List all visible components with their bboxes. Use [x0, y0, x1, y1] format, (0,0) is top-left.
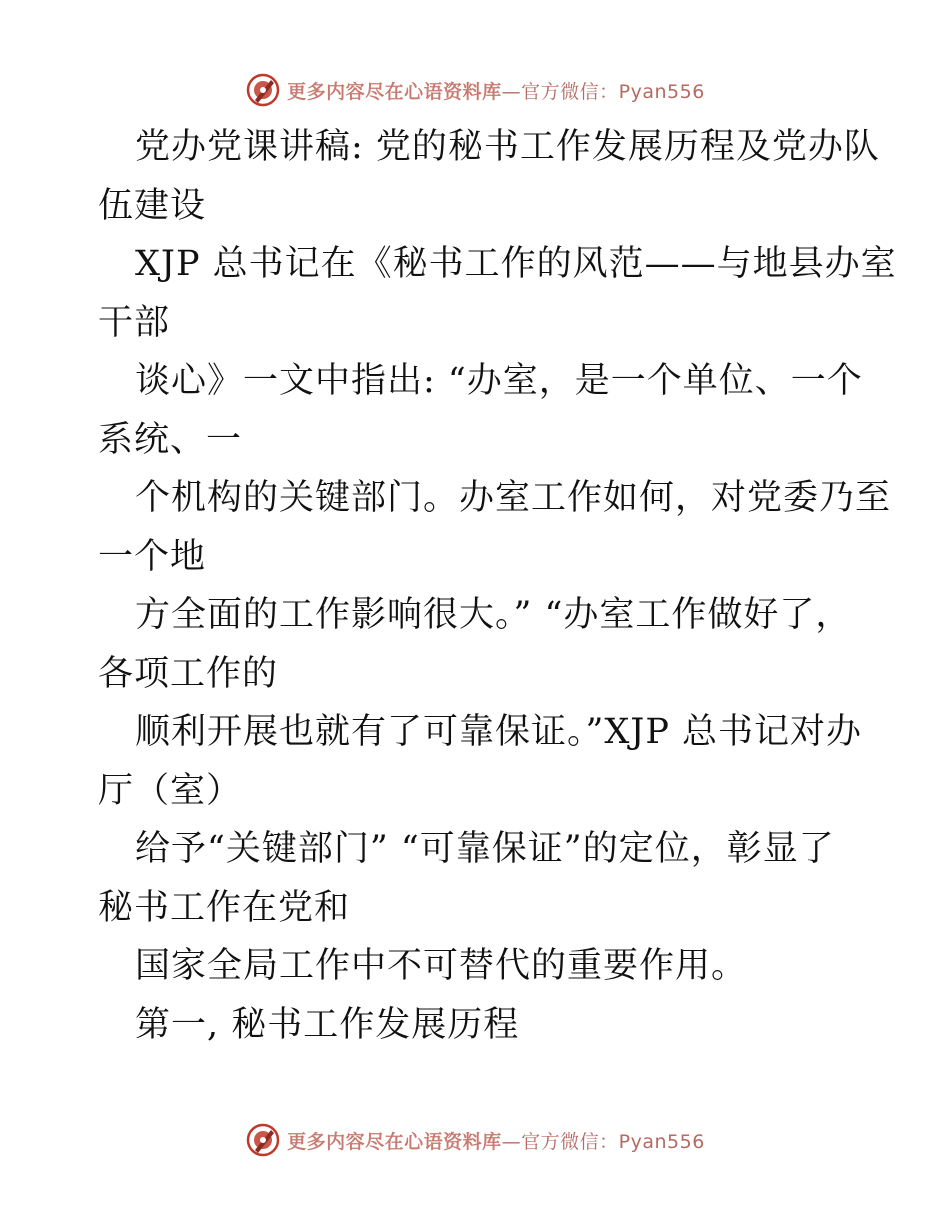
watermark-text: [287, 1127, 705, 1154]
watermark-text: [287, 77, 705, 104]
text-line: 各项工作的: [98, 653, 279, 694]
watermark-main-text: 更多内容尽在心语资料库: [287, 80, 502, 103]
pen-logo-icon: [245, 1122, 281, 1158]
text-line: 谈心》一文中指出: “办室，是一个单位、一个: [135, 361, 863, 401]
text-line: 党办党课讲稿: 党的秘书工作发展历程及党办队: [135, 127, 880, 167]
text-line: 给予“关键部门” “可靠保证”的定位，彰显了: [135, 829, 835, 869]
pen-logo-icon: [245, 72, 281, 108]
text-line: 方全面的工作影响很大。” “办室工作做好了，: [135, 595, 852, 635]
text-line: 干部: [98, 302, 171, 343]
text-line: 一个地: [98, 536, 207, 577]
header-watermark: [0, 70, 950, 110]
watermark-main-text: 更多内容尽在心语资料库: [287, 1130, 502, 1153]
text-line: 第一, 秘书工作发展历程: [135, 1004, 520, 1045]
watermark-sub-text: —官方微信：Pyan556: [501, 80, 705, 103]
text-line: 厅（室）: [98, 770, 243, 811]
document-body: [98, 118, 897, 1054]
text-line: 顺利开展也就有了可靠保证。”XJP 总书记对办: [135, 712, 863, 752]
text-line: 伍建设: [98, 185, 207, 226]
text-line: XJP 总书记在《秘书工作的风范——与地县办室: [135, 244, 897, 284]
watermark-sub-text: —官方微信：Pyan556: [501, 1130, 705, 1153]
text-line: 秘书工作在党和: [98, 887, 351, 928]
text-line: 系统、一: [98, 419, 243, 460]
text-line: 个机构的关键部门。办室工作如何，对党委乃至: [135, 478, 892, 518]
footer-watermark: [0, 1120, 950, 1160]
text-line: 国家全局工作中不可替代的重要作用。: [135, 946, 748, 986]
